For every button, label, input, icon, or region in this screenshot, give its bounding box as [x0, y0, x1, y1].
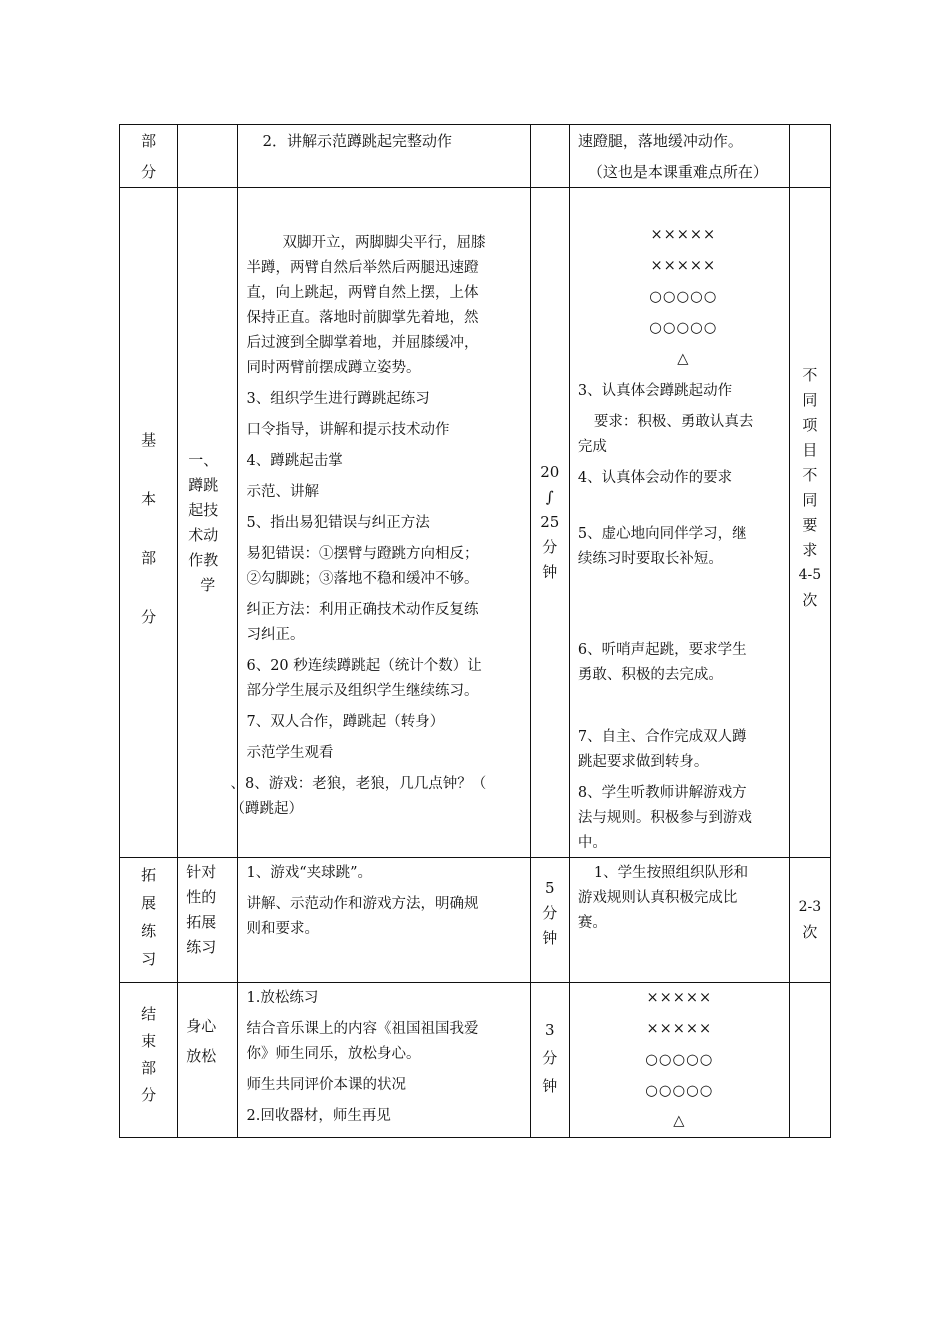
table-row-end: [120, 983, 831, 1138]
formation-diagram: [570, 983, 789, 1135]
count-char: 次: [802, 923, 818, 941]
student-line: 1、学生按照组织队形和: [593, 865, 749, 881]
time-cell: [530, 188, 569, 858]
time-char: 5: [545, 879, 555, 897]
part-char: 展: [141, 894, 157, 912]
time-char: 3: [545, 1021, 555, 1039]
part-char: 分: [141, 607, 157, 626]
method-line: 习纠正。: [246, 627, 305, 643]
method-cell: [230, 188, 530, 858]
count-char: 同: [802, 390, 818, 409]
content-line: 术动: [188, 525, 219, 544]
part-char: 习: [141, 950, 157, 968]
content-cell: [178, 858, 238, 983]
method-line: 口令指导，讲解和提示技术动作: [246, 422, 450, 438]
student-line: 5、虚心地向同伴学习，继: [577, 526, 747, 542]
content-line: 拓展: [186, 913, 217, 931]
part-char: 基: [141, 430, 157, 449]
teacher-marker: △: [673, 1113, 686, 1129]
time-cell: [530, 125, 569, 188]
time-char: ∫: [545, 488, 554, 506]
table-row-basic: [120, 188, 831, 858]
part-char: 拓: [141, 866, 157, 884]
part-char: 部: [141, 132, 157, 150]
time-char: 分: [542, 538, 558, 556]
teacher-marker: △: [677, 351, 690, 367]
student-cell: [569, 983, 789, 1138]
formation-diagram: [578, 220, 789, 375]
formation-row: ×××××: [650, 227, 717, 243]
student-line: [578, 597, 789, 622]
method-cell: [238, 983, 530, 1138]
content-line: 学: [200, 575, 216, 594]
student-line: 游戏规则认真积极完成比: [577, 890, 738, 906]
content-cell: [178, 983, 238, 1138]
student-cell: [569, 125, 789, 188]
student-line: [578, 491, 789, 516]
formation-row: ×××××: [650, 258, 717, 274]
method-line: 双脚开立，两脚脚尖平行，屈膝: [282, 235, 486, 251]
method-line: 保持正直。落地时前脚掌先着地，然: [246, 310, 479, 326]
part-cell: [120, 188, 178, 858]
count-char: 同: [802, 490, 818, 509]
student-line: [578, 572, 789, 597]
part-char: 分: [141, 163, 157, 181]
table-row-expand: [120, 858, 831, 983]
count-cell: [789, 125, 830, 188]
student-line: 勇敢、积极的去完成。: [577, 667, 723, 683]
time-char: 钟: [542, 1077, 558, 1095]
student-line: 跳起要求做到转身。: [577, 754, 709, 770]
count-char: 求: [802, 540, 818, 559]
time-char: 钟: [542, 563, 558, 581]
time-cell: [530, 858, 569, 983]
student-line: [578, 688, 789, 713]
count-cell: [789, 188, 830, 858]
table-row-continuation: [120, 125, 831, 188]
method-line: 7、双人合作，蹲跳起（转身）: [246, 714, 445, 730]
method-line: 半蹲，两臂自然后举然后两腿迅速蹬: [246, 260, 479, 276]
part-cell: [120, 125, 178, 188]
time-char: 分: [542, 1049, 558, 1067]
student-line: 6、听哨声起跳，要求学生: [577, 642, 747, 658]
method-line: 2.回收器材，师生再见: [246, 1108, 391, 1124]
count-char: 要: [802, 515, 818, 534]
method-line: 1.放松练习: [246, 990, 319, 1006]
content-line: 性的: [186, 888, 217, 906]
content-line: 身心: [186, 1017, 217, 1035]
part-cell: [120, 858, 178, 983]
method-line: 示范、讲解: [246, 484, 319, 500]
content-line: 放松: [186, 1047, 217, 1065]
count-char: 项: [802, 415, 818, 434]
method-line: 6、20 秒连续蹲跳起（统计个数）让: [246, 658, 482, 674]
student-cell: [569, 188, 789, 858]
method-line: 纠正方法：利用正确技术动作反复练: [246, 602, 479, 618]
method-line: 则和要求。: [246, 921, 319, 937]
student-line: 速蹬腿，落地缓冲动作。: [577, 132, 743, 150]
formation-row: ○○○○○: [645, 1052, 714, 1068]
method-cell: [238, 858, 530, 983]
method-line: （蹲跳起）: [230, 801, 303, 817]
count-char: 不: [802, 365, 818, 384]
part-cell: [120, 983, 178, 1138]
count-value: 4-5: [798, 566, 822, 583]
part-char: 部: [141, 548, 157, 567]
part-char: 结: [141, 1005, 157, 1023]
student-line: 中。: [577, 835, 607, 851]
student-line: [578, 622, 789, 638]
method-cell: [238, 125, 530, 188]
method-line: 后过渡到全脚掌着地，并屈膝缓冲，: [246, 335, 479, 351]
method-line: 、8、游戏：老狼，老狼，几几点钟？（: [230, 776, 487, 792]
student-line: 8、学生听教师讲解游戏方: [577, 785, 747, 801]
method-line: 结合音乐课上的内容《祖国祖国我爱: [246, 1021, 479, 1037]
part-char: 本: [141, 489, 157, 508]
content-cell: [178, 125, 238, 188]
content-cell: [178, 188, 238, 858]
student-line: 续练习时要取长补短。: [577, 551, 723, 567]
student-line: 4、认真体会动作的要求: [577, 470, 733, 486]
content-line: 练习: [186, 938, 217, 956]
student-line: 3、认真体会蹲跳起动作: [577, 383, 733, 399]
formation-row: ○○○○○: [645, 1083, 714, 1099]
content-line: 一、: [188, 450, 219, 469]
count-char: 次: [802, 590, 818, 609]
method-line: 你》师生同乐，放松身心。: [246, 1046, 421, 1062]
formation-row: ×××××: [646, 1021, 713, 1037]
content-line: 作教: [188, 550, 219, 569]
method-line: 1、游戏“夹球跳”。: [246, 865, 373, 881]
method-line: 3、组织学生进行蹲跳起练习: [246, 391, 430, 407]
student-line: 赛。: [577, 915, 607, 931]
count-cell: [789, 983, 830, 1138]
part-char: 分: [141, 1086, 157, 1104]
time-char: 20: [540, 463, 560, 481]
student-line: （这也是本课重难点所在）: [587, 163, 768, 181]
time-char: 25: [540, 513, 560, 531]
time-cell: [530, 983, 569, 1138]
content-line: 起技: [188, 500, 219, 519]
method-line: 2．讲解示范蹲跳起完整动作: [262, 132, 453, 150]
method-line: 5、指出易犯错误与纠正方法: [246, 515, 430, 531]
method-line: 直，向上跳起，两臂自然上摆，上体: [246, 285, 479, 301]
student-line: 要求：积极、勇敢认真去: [593, 414, 754, 430]
content-line: 针对: [186, 863, 217, 881]
lesson-plan-table: [119, 124, 831, 1138]
method-line: 4、蹲跳起击掌: [246, 453, 343, 469]
formation-row: ○○○○○: [649, 320, 718, 336]
time-char: 分: [542, 904, 558, 922]
student-line: 法与规则。积极参与到游戏: [577, 810, 752, 826]
formation-row: ○○○○○: [649, 289, 718, 305]
method-line: 部分学生展示及组织学生继续练习。: [246, 683, 479, 699]
student-line: 7、自主、合作完成双人蹲: [577, 729, 747, 745]
part-char: 部: [141, 1059, 157, 1077]
student-cell: [569, 858, 789, 983]
content-line: 蹲跳: [188, 475, 219, 494]
count-char: 目: [802, 440, 818, 459]
formation-row: ×××××: [646, 990, 713, 1006]
method-line: 示范学生观看: [246, 745, 334, 761]
student-line: 完成: [577, 439, 607, 455]
method-line: 易犯错误：①摆臂与蹬跳方向相反；: [246, 546, 479, 562]
count-cell: [789, 858, 830, 983]
method-line: 师生共同评价本课的状况: [246, 1077, 406, 1093]
count-value: 2-3: [798, 899, 822, 915]
method-line: ②勾脚跳；③落地不稳和缓冲不够。: [246, 571, 479, 587]
part-char: 束: [141, 1032, 157, 1050]
time-char: 钟: [542, 929, 558, 947]
student-line: [578, 713, 789, 725]
part-char: 练: [141, 922, 157, 940]
method-line: 讲解、示范动作和游戏方法，明确规: [246, 896, 479, 912]
count-char: 不: [802, 465, 818, 484]
method-line: 同时两臂前摆成蹲立姿势。: [246, 360, 421, 376]
